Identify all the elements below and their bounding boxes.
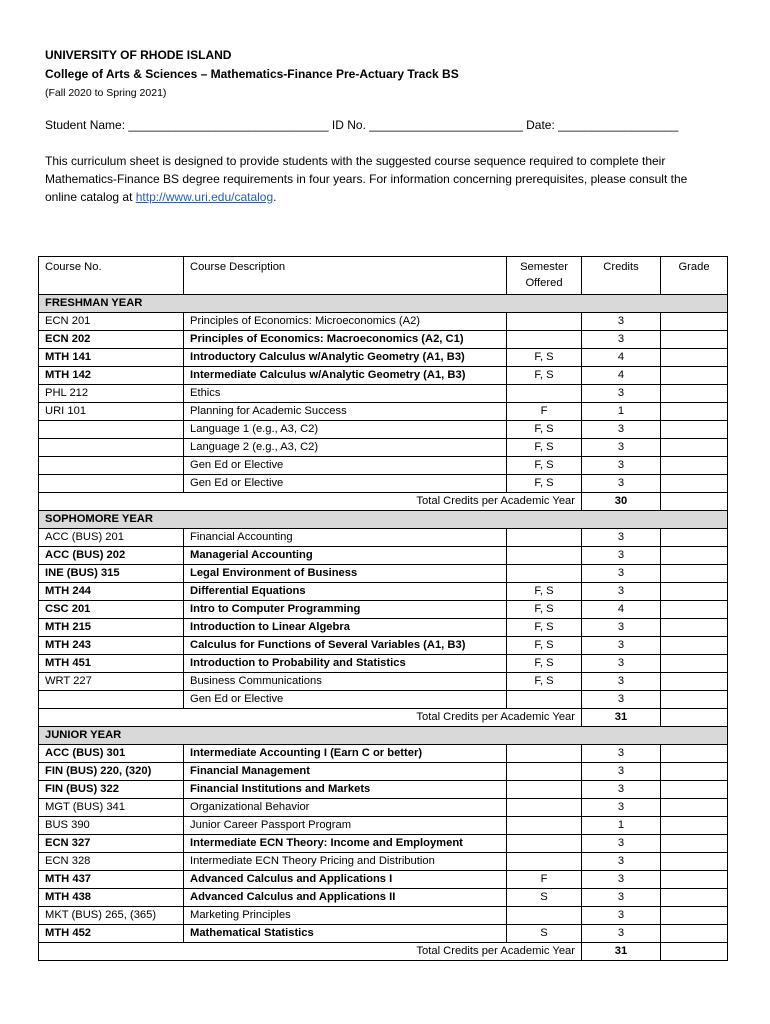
credits: 3 — [582, 835, 661, 853]
course-number — [39, 439, 184, 457]
semester-offered: F, S — [507, 583, 582, 601]
course-number — [39, 475, 184, 493]
course-number: BUS 390 — [39, 817, 184, 835]
table-row — [39, 547, 728, 565]
credits: 3 — [582, 637, 661, 655]
credits: 4 — [582, 601, 661, 619]
course-description: Introductory Calculus w/Analytic Geometry (A1, B3) — [184, 349, 507, 367]
course-number: MTH 244 — [39, 583, 184, 601]
course-number: ACC (BUS) 202 — [39, 547, 184, 565]
semester-offered — [507, 907, 582, 925]
course-description: Gen Ed or Elective — [184, 475, 507, 493]
section-filler — [661, 511, 728, 529]
section-filler — [582, 511, 661, 529]
course-number — [39, 421, 184, 439]
credits: 3 — [582, 385, 661, 403]
grade-cell[interactable] — [661, 583, 728, 601]
credits: 1 — [582, 403, 661, 421]
credits: 3 — [582, 565, 661, 583]
course-number: MTH 142 — [39, 367, 184, 385]
course-number: MTH 438 — [39, 889, 184, 907]
grade-cell[interactable] — [661, 889, 728, 907]
table-row — [39, 385, 728, 403]
course-description: Financial Accounting — [184, 529, 507, 547]
credits: 1 — [582, 817, 661, 835]
grade-cell[interactable] — [661, 475, 728, 493]
course-description: Intermediate ECN Theory: Income and Employment — [184, 835, 507, 853]
table-row — [39, 673, 728, 691]
course-description: Advanced Calculus and Applications I — [184, 871, 507, 889]
course-number: MTH 452 — [39, 925, 184, 943]
course-description: Differential Equations — [184, 583, 507, 601]
semester-offered: S — [507, 925, 582, 943]
grade-cell[interactable] — [661, 313, 728, 331]
course-number: ECN 201 — [39, 313, 184, 331]
course-description: Financial Institutions and Markets — [184, 781, 507, 799]
semester-offered: F — [507, 871, 582, 889]
course-number: ACC (BUS) 301 — [39, 745, 184, 763]
table-row — [39, 313, 728, 331]
table-header-row — [39, 257, 728, 295]
table-row — [39, 745, 728, 763]
semester-offered: S — [507, 889, 582, 907]
semester-offered — [507, 799, 582, 817]
semester-offered: F, S — [507, 673, 582, 691]
total-credits: 31 — [582, 709, 661, 727]
semester-offered — [507, 385, 582, 403]
section-title: SOPHOMORE YEAR — [39, 511, 184, 529]
credits: 3 — [582, 745, 661, 763]
course-number: ECN 202 — [39, 331, 184, 349]
section-filler — [661, 727, 728, 745]
col-grade: Grade — [661, 257, 728, 295]
course-description: Marketing Principles — [184, 907, 507, 925]
table-row — [39, 421, 728, 439]
total-label: Total Credits per Academic Year — [39, 493, 582, 511]
course-description: Ethics — [184, 385, 507, 403]
table-row — [39, 601, 728, 619]
table-row — [39, 853, 728, 871]
grade-cell[interactable] — [661, 871, 728, 889]
table-row — [39, 835, 728, 853]
course-description: Financial Management — [184, 763, 507, 781]
section-filler — [507, 511, 582, 529]
course-description: Managerial Accounting — [184, 547, 507, 565]
grade-cell[interactable] — [661, 853, 728, 871]
credits: 3 — [582, 853, 661, 871]
credits: 3 — [582, 331, 661, 349]
course-number: FIN (BUS) 322 — [39, 781, 184, 799]
total-credits: 31 — [582, 943, 661, 961]
semester-offered: F, S — [507, 655, 582, 673]
course-number: CSC 201 — [39, 601, 184, 619]
grade-cell[interactable] — [661, 907, 728, 925]
credits: 3 — [582, 619, 661, 637]
intro-end: . — [273, 190, 277, 204]
credits: 3 — [582, 871, 661, 889]
course-number: ECN 328 — [39, 853, 184, 871]
semester-offered: F, S — [507, 475, 582, 493]
semester-offered: F, S — [507, 367, 582, 385]
semester-offered: F, S — [507, 421, 582, 439]
table-row — [39, 763, 728, 781]
semester-offered — [507, 835, 582, 853]
course-description: Introduction to Linear Algebra — [184, 619, 507, 637]
section-title: JUNIOR YEAR — [39, 727, 184, 745]
section-filler — [184, 727, 507, 745]
total-row — [39, 943, 728, 961]
course-description: Mathematical Statistics — [184, 925, 507, 943]
col-course-description: Course Description — [184, 257, 507, 295]
semester-offered: F, S — [507, 637, 582, 655]
course-description: Organizational Behavior — [184, 799, 507, 817]
grade-cell[interactable] — [661, 655, 728, 673]
section-header-row — [39, 727, 728, 745]
section-title: FRESHMAN YEAR — [39, 295, 184, 313]
grade-cell[interactable] — [661, 529, 728, 547]
table-row — [39, 439, 728, 457]
table-row — [39, 529, 728, 547]
col-semester-offered: Semester Offered — [507, 257, 582, 295]
credits: 3 — [582, 763, 661, 781]
section-filler — [582, 727, 661, 745]
table-row — [39, 619, 728, 637]
course-number: MGT (BUS) 341 — [39, 799, 184, 817]
credits: 3 — [582, 691, 661, 709]
course-description: Intermediate ECN Theory Pricing and Distribution — [184, 853, 507, 871]
section-filler — [661, 295, 728, 313]
grade-cell[interactable] — [661, 763, 728, 781]
credits: 3 — [582, 475, 661, 493]
credits: 3 — [582, 583, 661, 601]
course-description: Gen Ed or Elective — [184, 457, 507, 475]
table-row — [39, 565, 728, 583]
course-number — [39, 691, 184, 709]
grade-cell[interactable] — [661, 349, 728, 367]
grade-cell[interactable] — [661, 565, 728, 583]
section-filler — [184, 511, 507, 529]
program-title: College of Arts & Sciences – Mathematics-Finance Pre-Actuary Track BS — [45, 67, 459, 81]
grade-cell[interactable] — [661, 925, 728, 943]
grade-cell[interactable] — [661, 331, 728, 349]
semester-offered — [507, 691, 582, 709]
table-row — [39, 817, 728, 835]
grade-cell[interactable] — [661, 673, 728, 691]
intro-paragraph — [45, 152, 715, 206]
table-row — [39, 637, 728, 655]
semester-offered — [507, 781, 582, 799]
table-row — [39, 889, 728, 907]
col-course-no: Course No. — [39, 257, 184, 295]
credits: 3 — [582, 421, 661, 439]
semester-offered — [507, 529, 582, 547]
semester-offered — [507, 763, 582, 781]
table-row — [39, 781, 728, 799]
grade-cell[interactable] — [661, 385, 728, 403]
table-row — [39, 331, 728, 349]
course-number: INE (BUS) 315 — [39, 565, 184, 583]
grade-cell[interactable] — [661, 817, 728, 835]
university-title: UNIVERSITY OF RHODE ISLAND — [45, 48, 232, 62]
grade-cell[interactable] — [661, 421, 728, 439]
semester-offered: F, S — [507, 439, 582, 457]
col-credits: Credits — [582, 257, 661, 295]
semester-offered: F, S — [507, 619, 582, 637]
table-row — [39, 799, 728, 817]
grade-cell[interactable] — [661, 637, 728, 655]
credits: 3 — [582, 529, 661, 547]
section-filler — [507, 727, 582, 745]
section-filler — [507, 295, 582, 313]
grade-cell[interactable] — [661, 601, 728, 619]
course-description: Intermediate Accounting I (Earn C or better) — [184, 745, 507, 763]
semester-offered — [507, 313, 582, 331]
course-number: MTH 215 — [39, 619, 184, 637]
credits: 3 — [582, 925, 661, 943]
course-number: URI 101 — [39, 403, 184, 421]
credits: 4 — [582, 349, 661, 367]
course-number: PHL 212 — [39, 385, 184, 403]
table-row — [39, 655, 728, 673]
table-row — [39, 349, 728, 367]
curriculum-table — [38, 256, 728, 961]
course-number: ACC (BUS) 201 — [39, 529, 184, 547]
course-description: Principles of Economics: Macroeconomics (A2, C1) — [184, 331, 507, 349]
total-row — [39, 709, 728, 727]
semester-offered: F, S — [507, 349, 582, 367]
semester-offered: F, S — [507, 457, 582, 475]
credits: 3 — [582, 889, 661, 907]
grade-cell[interactable] — [661, 799, 728, 817]
grade-cell[interactable] — [661, 403, 728, 421]
course-number: FIN (BUS) 220, (320) — [39, 763, 184, 781]
table-row — [39, 583, 728, 601]
grade-cell[interactable] — [661, 835, 728, 853]
student-info-line: Student Name: ______________________________ ID No. _______________________ Date: __________________ — [45, 118, 679, 132]
credits: 3 — [582, 313, 661, 331]
credits: 3 — [582, 457, 661, 475]
course-description: Gen Ed or Elective — [184, 691, 507, 709]
total-grade-cell — [661, 943, 728, 961]
semester-offered — [507, 331, 582, 349]
course-number: MTH 141 — [39, 349, 184, 367]
semester-offered — [507, 547, 582, 565]
course-description: Business Communications — [184, 673, 507, 691]
credits: 3 — [582, 655, 661, 673]
credits: 3 — [582, 673, 661, 691]
table-row — [39, 367, 728, 385]
grade-cell[interactable] — [661, 367, 728, 385]
total-credits: 30 — [582, 493, 661, 511]
grade-cell[interactable] — [661, 745, 728, 763]
credits: 3 — [582, 799, 661, 817]
credits: 3 — [582, 547, 661, 565]
course-description: Calculus for Functions of Several Variables (A1, B3) — [184, 637, 507, 655]
table-row — [39, 691, 728, 709]
total-label: Total Credits per Academic Year — [39, 709, 582, 727]
course-number: WRT 227 — [39, 673, 184, 691]
total-grade-cell — [661, 709, 728, 727]
table-row — [39, 871, 728, 889]
course-description: Junior Career Passport Program — [184, 817, 507, 835]
semester-offered — [507, 565, 582, 583]
total-row — [39, 493, 728, 511]
section-header-row — [39, 511, 728, 529]
course-number: MKT (BUS) 265, (365) — [39, 907, 184, 925]
course-number: MTH 243 — [39, 637, 184, 655]
table-row — [39, 403, 728, 421]
table-row — [39, 475, 728, 493]
credits: 4 — [582, 367, 661, 385]
course-description: Intermediate Calculus w/Analytic Geometry (A1, B3) — [184, 367, 507, 385]
grade-cell[interactable] — [661, 619, 728, 637]
course-description: Introduction to Probability and Statistics — [184, 655, 507, 673]
intro-text: This curriculum sheet is designed to provide students with the suggested course sequence required to complete their Mathematics-Finance BS degree requirements in four years. For information concerning prerequisites, please consult the online catalog at — [45, 154, 688, 204]
semester-offered — [507, 853, 582, 871]
course-number — [39, 457, 184, 475]
credits: 3 — [582, 781, 661, 799]
course-description: Language 2 (e.g., A3, C2) — [184, 439, 507, 457]
semester-offered — [507, 817, 582, 835]
section-header-row — [39, 295, 728, 313]
section-filler — [582, 295, 661, 313]
total-label: Total Credits per Academic Year — [39, 943, 582, 961]
grade-cell[interactable] — [661, 547, 728, 565]
table-row — [39, 907, 728, 925]
course-description: Intro to Computer Programming — [184, 601, 507, 619]
course-description: Language 1 (e.g., A3, C2) — [184, 421, 507, 439]
credits: 3 — [582, 439, 661, 457]
course-number: MTH 437 — [39, 871, 184, 889]
grade-cell[interactable] — [661, 691, 728, 709]
section-filler — [184, 295, 507, 313]
table-row — [39, 925, 728, 943]
semester-offered: F, S — [507, 601, 582, 619]
semester-offered — [507, 745, 582, 763]
course-description: Principles of Economics: Microeconomics (A2) — [184, 313, 507, 331]
course-number: ECN 327 — [39, 835, 184, 853]
table-row — [39, 457, 728, 475]
term-range: (Fall 2020 to Spring 2021) — [45, 87, 167, 99]
course-description: Planning for Academic Success — [184, 403, 507, 421]
total-grade-cell — [661, 493, 728, 511]
course-description: Advanced Calculus and Applications II — [184, 889, 507, 907]
grade-cell[interactable] — [661, 781, 728, 799]
catalog-link[interactable]: http://www.uri.edu/catalog — [135, 190, 274, 204]
course-number: MTH 451 — [39, 655, 184, 673]
semester-offered: F — [507, 403, 582, 421]
credits: 3 — [582, 907, 661, 925]
grade-cell[interactable] — [661, 439, 728, 457]
course-description: Legal Environment of Business — [184, 565, 507, 583]
grade-cell[interactable] — [661, 457, 728, 475]
